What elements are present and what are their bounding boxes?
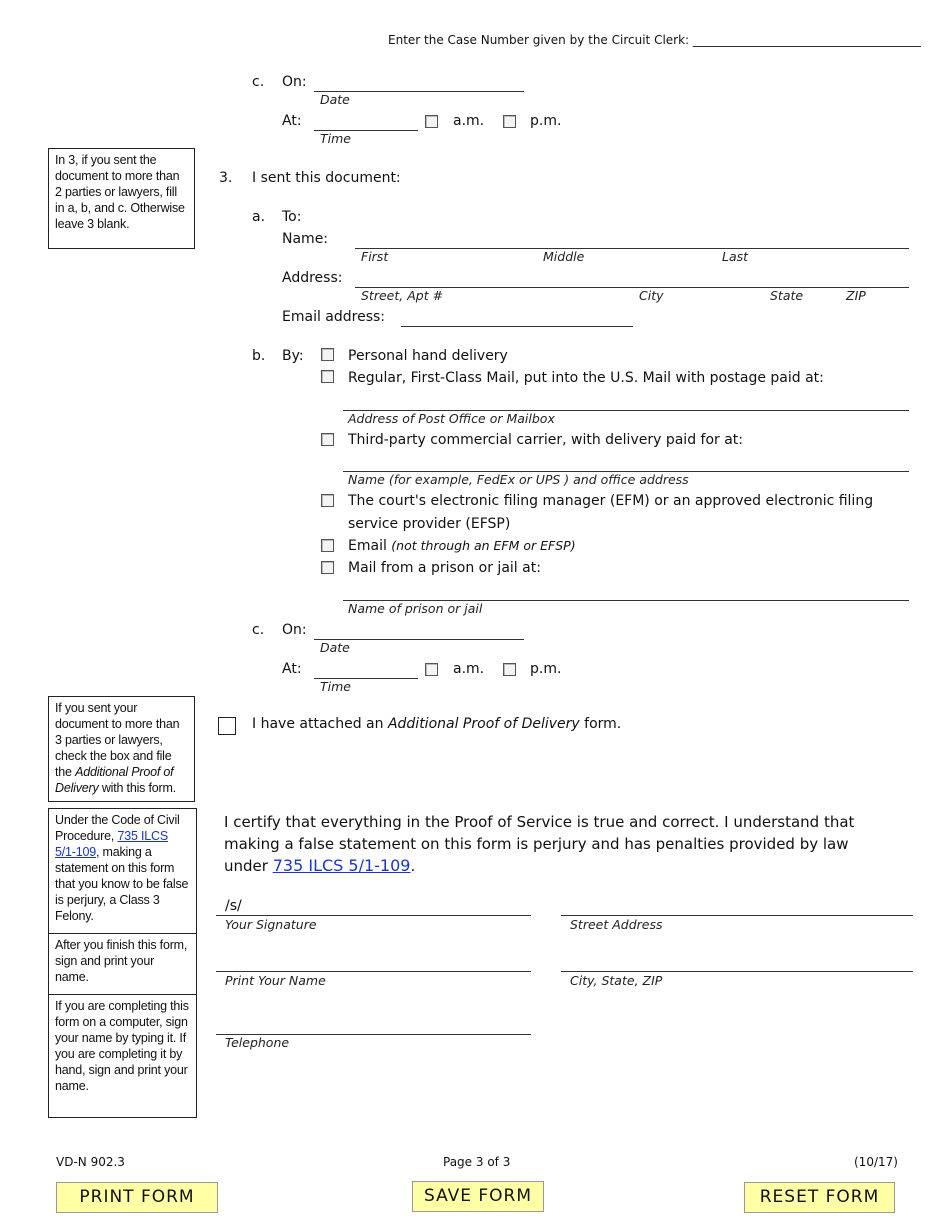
city-state-zip-caption: City, State, ZIP xyxy=(570,973,663,988)
commercial-carrier-checkbox[interactable] xyxy=(321,433,334,446)
certification-ilcs-link[interactable]: 735 ILCS 5/1-109 xyxy=(272,856,411,875)
sidebar-note-computer: If you are completing this form on a computer, sign your name by typing it. If you are completing it by hand, sign and print your name. xyxy=(48,994,197,1118)
to-label: To: xyxy=(282,209,302,225)
street-address-field[interactable] xyxy=(561,915,913,916)
carrier-caption: Name (for example, FedEx or UPS ) and office address xyxy=(348,472,689,487)
efm-label-line2: service provider (EFSP) xyxy=(348,516,511,532)
email-address-label: Email address: xyxy=(282,309,386,325)
signature-value[interactable]: /s/ xyxy=(225,898,242,914)
am-label: a.m. xyxy=(453,113,485,129)
regular-mail-checkbox[interactable] xyxy=(321,370,334,383)
form-id: VD-N 902.3 xyxy=(56,1155,125,1169)
am-checkbox-3c[interactable] xyxy=(425,663,438,676)
date-caption-3c: Date xyxy=(320,640,350,655)
post-office-caption: Address of Post Office or Mailbox xyxy=(348,411,555,426)
print-form-button[interactable]: PRINT FORM xyxy=(56,1182,218,1213)
address-label: Address: xyxy=(282,270,343,286)
street-address-caption: Street Address xyxy=(570,917,663,932)
save-form-button[interactable]: SAVE FORM xyxy=(412,1181,544,1212)
case-number-label: Enter the Case Number given by the Circuit Clerk: ______________________________________ xyxy=(388,33,921,47)
on-label: On: xyxy=(282,74,307,90)
city-state-zip-field[interactable] xyxy=(561,971,913,972)
zip-caption: ZIP xyxy=(846,288,866,303)
section-3a-letter: a. xyxy=(252,209,266,225)
at-label-3c: At: xyxy=(282,661,302,677)
regular-mail-label: Regular, First-Class Mail, put into the U.S. Mail with postage paid at: xyxy=(348,370,824,386)
by-label: By: xyxy=(282,348,304,364)
prison-mail-checkbox[interactable] xyxy=(321,561,334,574)
prison-mail-label: Mail from a prison or jail at: xyxy=(348,560,541,576)
commercial-carrier-label: Third-party commercial carrier, with delivery paid for at: xyxy=(348,432,744,448)
print-name-caption: Print Your Name xyxy=(225,973,326,988)
city-caption: City xyxy=(639,288,664,303)
recipient-name-field[interactable] xyxy=(355,248,909,249)
section-3c-letter: c. xyxy=(252,622,265,638)
sidebar-ilcs-link[interactable]: 735 ILCS 5/1-109 xyxy=(55,829,168,859)
pm-label: p.m. xyxy=(530,113,562,129)
middle-caption: Middle xyxy=(543,249,585,264)
am-checkbox[interactable] xyxy=(425,115,438,128)
at-label: At: xyxy=(282,113,302,129)
sidebar-note-section-3: In 3, if you sent the document to more than 2 parties or lawyers, fill in a, b, and c. Otherwise leave 3 blank. xyxy=(48,148,195,249)
case-number-blank[interactable]: ______________________________________ xyxy=(692,33,921,47)
section-3-number: 3. xyxy=(219,170,233,186)
form-revision: (10/17) xyxy=(854,1155,898,1169)
additional-proof-label: I have attached an Additional Proof of Delivery form. xyxy=(252,716,622,732)
signature-caption: Your Signature xyxy=(225,917,317,932)
on-label-3c: On: xyxy=(282,622,307,638)
reset-form-button[interactable]: RESET FORM xyxy=(744,1182,895,1213)
signature-field[interactable] xyxy=(216,915,531,916)
prison-caption: Name of prison or jail xyxy=(348,601,483,616)
sidebar-note-more-parties: If you sent your document to more than 3 parties or lawyers, check the box and file the Additional Proof of Delivery with this form. xyxy=(48,696,195,802)
time-caption: Time xyxy=(320,131,351,146)
pm-checkbox[interactable] xyxy=(503,115,516,128)
section-3-heading: I sent this document: xyxy=(252,170,401,186)
section-2c-letter: c. xyxy=(252,74,265,90)
first-caption: First xyxy=(361,249,389,264)
certification-text: I certify that everything in the Proof of Service is true and correct. I understand that making a false statement on this form is perjury and has penalties provided by law under 735 ILCS 5/1-109. xyxy=(224,813,855,875)
email-checkbox[interactable] xyxy=(321,539,334,552)
am-label-3c: a.m. xyxy=(453,661,485,677)
efm-checkbox[interactable] xyxy=(321,494,334,507)
email-option-note: (not through an EFM or EFSP) xyxy=(391,538,576,553)
efm-label-line1: The court's electronic filing manager (EFM) or an approved electronic filing xyxy=(348,493,874,509)
time-caption-3c: Time xyxy=(320,679,351,694)
personal-delivery-checkbox[interactable] xyxy=(321,348,334,361)
telephone-caption: Telephone xyxy=(225,1035,290,1050)
personal-delivery-label: Personal hand delivery xyxy=(348,348,508,364)
section-3b-letter: b. xyxy=(252,348,266,364)
street-caption: Street, Apt # xyxy=(361,288,444,303)
print-name-field[interactable] xyxy=(216,971,531,972)
date-caption: Date xyxy=(320,92,350,107)
state-caption: State xyxy=(770,288,804,303)
pm-checkbox-3c[interactable] xyxy=(503,663,516,676)
last-caption: Last xyxy=(722,249,749,264)
additional-proof-checkbox[interactable] xyxy=(218,717,236,735)
email-option-label: Email (not through an EFM or EFSP) xyxy=(348,538,576,554)
sidebar-note-finish: After you finish this form, sign and print your name. xyxy=(48,933,197,995)
pm-label-3c: p.m. xyxy=(530,661,562,677)
name-label: Name: xyxy=(282,231,329,247)
page-number: Page 3 of 3 xyxy=(443,1155,511,1169)
sidebar-note-perjury: Under the Code of Civil Procedure, 735 ILCS 5/1-109, making a statement on this form that you know to be false is perjury, a Class 3 Felony. xyxy=(48,808,197,934)
email-address-field[interactable] xyxy=(401,326,633,327)
